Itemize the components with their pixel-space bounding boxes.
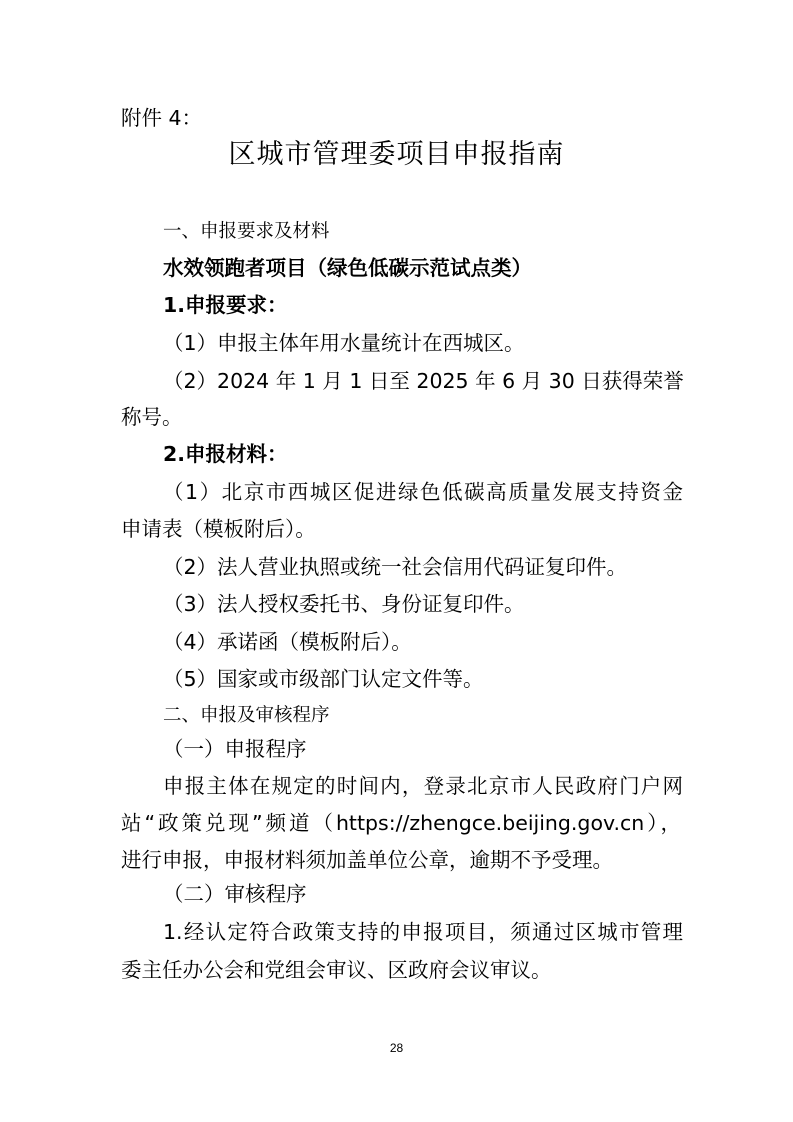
material-item-1-line-1: （1）北京市西城区促进绿色低碳高质量发展支持资金 [163, 480, 683, 504]
subsection-1-para-line-2: 站“政策兑现”频道（https://zhengce.beijing.gov.cn）， [121, 811, 681, 835]
attachment-label: 附件 4： [121, 106, 203, 130]
subsection-1-heading: （一）申报程序 [163, 737, 307, 761]
material-item-2: （2）法人营业执照或统一社会信用代码证复印件。 [163, 555, 628, 579]
section2-heading: 二、申报及审核程序 [163, 705, 330, 726]
page-number: 28 [389, 1041, 404, 1055]
subsection-1-para-line-1: 申报主体在规定的时间内，登录北京市人民政府门户网 [163, 774, 683, 798]
material-item-1-line-2: 申请表（模板附后）。 [121, 517, 316, 541]
subsection-1-para-line-3: 进行申报，申报材料须加盖单位公章，逾期不予受理。 [121, 848, 613, 872]
subsection-2-item-1-line-1: 1.经认定符合政策支持的申报项目，须通过区城市管理 [163, 920, 683, 944]
project-title: 水效领跑者项目（绿色低碳示范试点类） [163, 256, 532, 280]
subsection-2-item-1-line-2: 委主任办公会和党组会审议、区政府会议审议。 [121, 958, 552, 982]
subsection-2-heading: （二）审核程序 [163, 882, 307, 906]
requirement-item-2-line-1: （2）2024 年 1 月 1 日至 2025 年 6 月 30 日获得荣誉 [163, 369, 684, 393]
page-title: 区城市管理委项目申报指南 [228, 139, 565, 170]
requirement-item-1: （1）申报主体年用水量统计在西城区。 [163, 331, 525, 355]
materials-heading: 2.申报材料： [163, 442, 288, 466]
material-item-3: （3）法人授权委托书、身份证复印件。 [163, 592, 525, 616]
material-item-5: （5）国家或市级部门认定文件等。 [163, 667, 484, 691]
material-item-4: （4）承诺函（模板附后）。 [163, 630, 412, 654]
requirement-item-2-line-2: 称号。 [121, 405, 183, 429]
requirements-heading: 1.申报要求： [163, 293, 288, 317]
section1-heading: 一、申报要求及材料 [163, 221, 330, 242]
